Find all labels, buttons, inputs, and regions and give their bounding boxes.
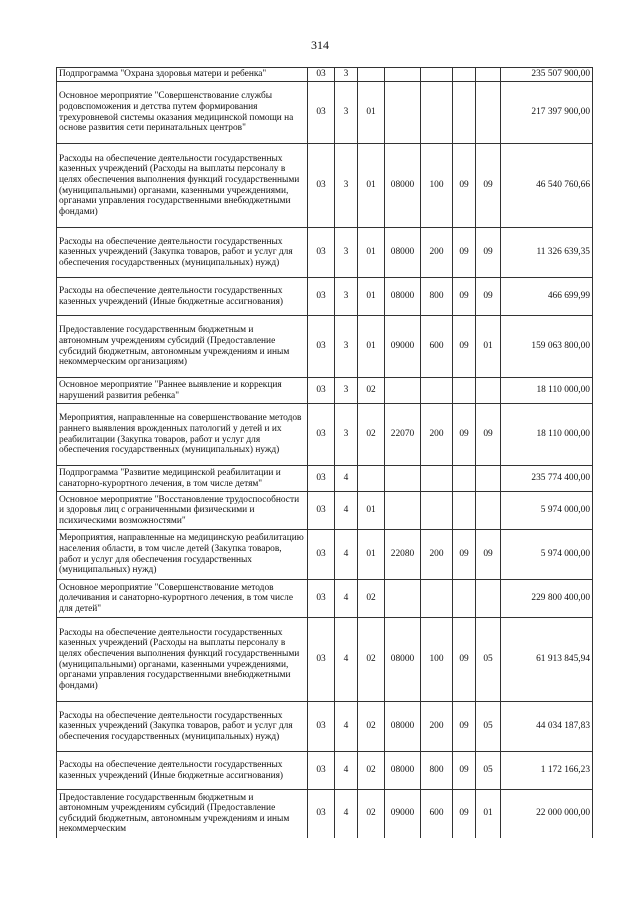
program-code: 03 <box>308 378 335 404</box>
subprogram-code: 3 <box>335 378 358 404</box>
expense-type-code: 200 <box>421 530 453 580</box>
program-code: 03 <box>308 316 335 378</box>
event-code: 02 <box>358 618 385 702</box>
program-code: 03 <box>308 228 335 278</box>
direction-code <box>385 82 421 144</box>
table-row <box>57 752 593 790</box>
event-code: 02 <box>358 752 385 790</box>
program-code: 03 <box>308 144 335 228</box>
table-row <box>57 790 593 838</box>
direction-code: 09000 <box>385 790 421 838</box>
expense-type-code: 600 <box>421 790 453 838</box>
subprogram-code: 4 <box>335 580 358 618</box>
event-code: 01 <box>358 530 385 580</box>
section-code: 09 <box>453 278 476 316</box>
section-code: 09 <box>453 404 476 466</box>
direction-code: 08000 <box>385 228 421 278</box>
section-code <box>453 466 476 492</box>
direction-code <box>385 68 421 82</box>
event-code: 02 <box>358 702 385 752</box>
amount: 22 000 000,00 <box>501 790 593 838</box>
event-code: 01 <box>358 82 385 144</box>
event-code: 01 <box>358 144 385 228</box>
section-code: 09 <box>453 790 476 838</box>
expense-type-code: 100 <box>421 144 453 228</box>
table-row <box>57 316 593 378</box>
direction-code <box>385 466 421 492</box>
amount: 235 507 900,00 <box>501 68 593 82</box>
expense-type-code <box>421 580 453 618</box>
subsection-code <box>476 580 501 618</box>
direction-code: 09000 <box>385 316 421 378</box>
amount: 217 397 900,00 <box>501 82 593 144</box>
event-code: 01 <box>358 492 385 530</box>
subprogram-code: 4 <box>335 530 358 580</box>
expense-type-code: 200 <box>421 228 453 278</box>
amount: 61 913 845,94 <box>501 618 593 702</box>
row-name: Расходы на обеспечение деятельности государственных казенных учреждений (Иные бюджетные ассигнования) <box>57 278 308 316</box>
subsection-code: 05 <box>476 752 501 790</box>
amount: 229 800 400,00 <box>501 580 593 618</box>
event-code <box>358 466 385 492</box>
amount: 1 172 166,23 <box>501 752 593 790</box>
subprogram-code: 4 <box>335 790 358 838</box>
program-code: 03 <box>308 404 335 466</box>
subsection-code: 09 <box>476 144 501 228</box>
event-code: 02 <box>358 378 385 404</box>
program-code: 03 <box>308 618 335 702</box>
section-code <box>453 492 476 530</box>
subprogram-code: 4 <box>335 492 358 530</box>
program-code: 03 <box>308 466 335 492</box>
row-name: Подпрограмма "Развитие медицинской реабилитации и санаторно-курортного лечения, в том числе детям" <box>57 466 308 492</box>
budget-table <box>56 67 593 838</box>
row-name: Основное мероприятие "Восстановление трудоспособности и здоровья лиц с ограниченными физическими и психическими возможностями" <box>57 492 308 530</box>
table-row <box>57 580 593 618</box>
section-code: 09 <box>453 618 476 702</box>
row-name: Предоставление государственным бюджетным и автономным учреждениям субсидий (Предоставление субсидий бюджетным, автономным учреждениям и иным некоммерческим организациям) <box>57 316 308 378</box>
table-row <box>57 378 593 404</box>
subprogram-code: 3 <box>335 82 358 144</box>
subsection-code: 01 <box>476 790 501 838</box>
subprogram-code: 4 <box>335 618 358 702</box>
event-code: 01 <box>358 228 385 278</box>
subprogram-code: 3 <box>335 68 358 82</box>
section-code <box>453 378 476 404</box>
table-row <box>57 404 593 466</box>
amount: 5 974 000,00 <box>501 530 593 580</box>
direction-code: 08000 <box>385 752 421 790</box>
amount: 18 110 000,00 <box>501 404 593 466</box>
expense-type-code: 800 <box>421 752 453 790</box>
table-row <box>57 492 593 530</box>
subsection-code: 09 <box>476 530 501 580</box>
event-code: 01 <box>358 278 385 316</box>
expense-type-code: 200 <box>421 702 453 752</box>
expense-type-code <box>421 82 453 144</box>
section-code: 09 <box>453 530 476 580</box>
section-code: 09 <box>453 228 476 278</box>
event-code: 02 <box>358 580 385 618</box>
table-row <box>57 144 593 228</box>
table-row <box>57 228 593 278</box>
expense-type-code: 600 <box>421 316 453 378</box>
table-body <box>57 68 593 838</box>
row-name: Предоставление государственным бюджетным и автономным учреждениям субсидий (Предоставление субсидий бюджетным, автономным учреждениям и иным некоммерческим <box>57 790 308 838</box>
section-code <box>453 580 476 618</box>
section-code: 09 <box>453 702 476 752</box>
event-code: 02 <box>358 790 385 838</box>
expense-type-code <box>421 378 453 404</box>
event-code <box>358 68 385 82</box>
subprogram-code: 4 <box>335 466 358 492</box>
subsection-code: 09 <box>476 228 501 278</box>
expense-type-code: 800 <box>421 278 453 316</box>
table-row <box>57 278 593 316</box>
direction-code: 08000 <box>385 702 421 752</box>
subsection-code: 09 <box>476 404 501 466</box>
row-name: Мероприятия, направленные на медицинскую реабилитацию населения области, в том числе детей (Закупка товаров, работ и услуг для обеспечения государственных (муниципальных) нужд) <box>57 530 308 580</box>
subprogram-code: 3 <box>335 278 358 316</box>
subsection-code <box>476 82 501 144</box>
direction-code: 22080 <box>385 530 421 580</box>
program-code: 03 <box>308 82 335 144</box>
direction-code: 22070 <box>385 404 421 466</box>
subprogram-code: 4 <box>335 752 358 790</box>
row-name: Расходы на обеспечение деятельности государственных казенных учреждений (Закупка товаров, работ и услуг для обеспечения государственных (муниципальных) нужд) <box>57 702 308 752</box>
row-name: Расходы на обеспечение деятельности государственных казенных учреждений (Закупка товаров, работ и услуг для обеспечения государственных (муниципальных) нужд) <box>57 228 308 278</box>
program-code: 03 <box>308 530 335 580</box>
subprogram-code: 3 <box>335 144 358 228</box>
event-code: 02 <box>358 404 385 466</box>
subprogram-code: 3 <box>335 404 358 466</box>
subsection-code <box>476 378 501 404</box>
program-code: 03 <box>308 68 335 82</box>
subprogram-code: 4 <box>335 702 358 752</box>
amount: 46 540 760,66 <box>501 144 593 228</box>
table-row <box>57 530 593 580</box>
section-code <box>453 82 476 144</box>
program-code: 03 <box>308 752 335 790</box>
subsection-code: 09 <box>476 278 501 316</box>
subsection-code: 05 <box>476 702 501 752</box>
table-row <box>57 618 593 702</box>
table-row <box>57 466 593 492</box>
row-name: Основное мероприятие "Совершенствование службы родовспоможения и детства путем формирования трехуровневой системы оказания медицинской помощи на основе развития сети перинатальных центров" <box>57 82 308 144</box>
amount: 18 110 000,00 <box>501 378 593 404</box>
subsection-code: 05 <box>476 618 501 702</box>
program-code: 03 <box>308 702 335 752</box>
section-code: 09 <box>453 316 476 378</box>
page-number: 314 <box>311 38 329 52</box>
subsection-code <box>476 492 501 530</box>
program-code: 03 <box>308 492 335 530</box>
row-name: Мероприятия, направленные на совершенствование методов раннего выявления врожденных патологий у детей и их реабилитации (Закупка товаров, работ и услуг для обеспечения государственных (муниципальных) нужд) <box>57 404 308 466</box>
row-name: Расходы на обеспечение деятельности государственных казенных учреждений (Расходы на выплаты персоналу в целях обеспечения выполнения функций государственными (муниципальными) органами, казенными учреждениями, органами управления государственными внебюджетными фондами) <box>57 618 308 702</box>
amount: 159 063 800,00 <box>501 316 593 378</box>
event-code: 01 <box>358 316 385 378</box>
direction-code <box>385 378 421 404</box>
section-code <box>453 68 476 82</box>
expense-type-code <box>421 492 453 530</box>
row-name: Расходы на обеспечение деятельности государственных казенных учреждений (Иные бюджетные ассигнования) <box>57 752 308 790</box>
expense-type-code: 100 <box>421 618 453 702</box>
subsection-code: 01 <box>476 316 501 378</box>
amount: 5 974 000,00 <box>501 492 593 530</box>
row-name: Основное мероприятие "Совершенствование методов долечивания и санаторно-курортного лечения, в том числе для детей" <box>57 580 308 618</box>
table-row <box>57 702 593 752</box>
direction-code <box>385 492 421 530</box>
amount: 44 034 187,83 <box>501 702 593 752</box>
direction-code: 08000 <box>385 278 421 316</box>
program-code: 03 <box>308 580 335 618</box>
expense-type-code: 200 <box>421 404 453 466</box>
direction-code: 08000 <box>385 618 421 702</box>
amount: 11 326 639,35 <box>501 228 593 278</box>
program-code: 03 <box>308 278 335 316</box>
expense-type-code <box>421 466 453 492</box>
subsection-code <box>476 68 501 82</box>
row-name: Подпрограмма "Охрана здоровья матери и ребенка" <box>57 68 308 82</box>
expense-type-code <box>421 68 453 82</box>
amount: 466 699,99 <box>501 278 593 316</box>
direction-code: 08000 <box>385 144 421 228</box>
section-code: 09 <box>453 752 476 790</box>
amount: 235 774 400,00 <box>501 466 593 492</box>
table-row <box>57 68 593 82</box>
section-code: 09 <box>453 144 476 228</box>
subprogram-code: 3 <box>335 316 358 378</box>
subsection-code <box>476 466 501 492</box>
direction-code <box>385 580 421 618</box>
row-name: Основное мероприятие "Раннее выявление и коррекция нарушений развития ребенка" <box>57 378 308 404</box>
row-name: Расходы на обеспечение деятельности государственных казенных учреждений (Расходы на выплаты персоналу в целях обеспечения выполнения функций государственными (муниципальными) органами, казенными учреждениями, органами управления государственными внебюджетными фондами) <box>57 144 308 228</box>
table-row <box>57 82 593 144</box>
program-code: 03 <box>308 790 335 838</box>
subprogram-code: 3 <box>335 228 358 278</box>
